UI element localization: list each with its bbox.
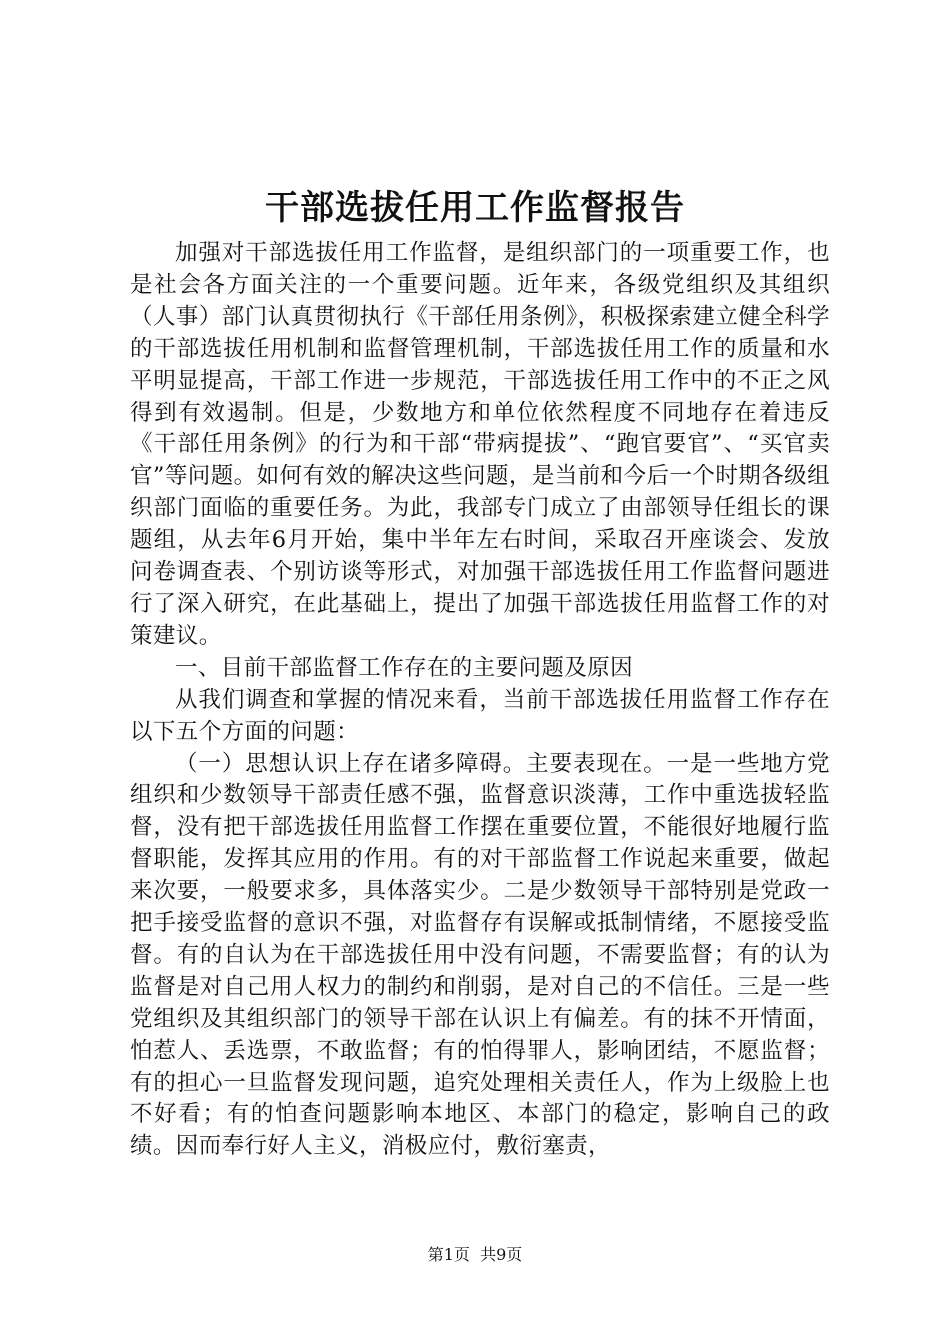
section-heading: 一、目前干部监督工作存在的主要问题及原因 bbox=[175, 654, 634, 681]
page-number: 第1页 bbox=[427, 1245, 470, 1264]
page-footer bbox=[0, 1244, 950, 1266]
subsection-paragraph: （一）思想认识上存在诸多障碍。主要表现在。一是一些地方党组织和少数领导干部责任感不强，监督意识淡薄，工作中重选拔轻监督，没有把干部选拔任用监督工作摆在重要位置，不能很好地履行监督职能，发挥其应用的作用。有的对干部监督工作说起来重要，做起来次要，一般要求多，具体落实少。二是少数领导干部特别是党政一把手接受监督的意识不强，对监督存有误解或抵制情绪，不愿接受监督。有的自认为在干部选拔任用中没有问题，不需要监督；有的认为监督是对自己用人权力的制约和削弱，是对自己的不信任。三是一些党组织及其组织部门的领导干部在认识上有偏差。有的抹不开情面，怕惹人、丢选票，不敢监督；有的怕得罪人，影响团结，不愿监督；有的担心一旦监督发现问题，追究处理相关责任人，作为上级脸上也不好看；有的怕查问题影响本地区、本部门的稳定，影响自己的政绩。因而奉行好人主义，消极应付，敷衍塞责， bbox=[130, 750, 830, 1160]
document-title: 干部选拔任用工作监督报告 bbox=[265, 188, 685, 228]
section-intro-paragraph: 从我们调查和掌握的情况来看，当前干部选拔任用监督工作存在以下五个方面的问题： bbox=[130, 686, 830, 745]
page-total: 共9页 bbox=[480, 1245, 523, 1264]
intro-paragraph: 加强对干部选拔任用工作监督，是组织部门的一项重要工作，也是社会各方面关注的一个重要问题。近年来，各级党组织及其组织（人事）部门认真贯彻执行《干部任用条例》，积极探索建立健全科学的干部选拔任用机制和监督管理机制，干部选拔任用工作的质量和水平明显提高，干部工作进一步规范，干部选拔任用工作中的不正之风得到有效遏制。但是，少数地方和单位依然程度不同地存在着违反《干部任用条例》的行为和干部“带病提拔”、“跑官要官”、“买官卖官”等问题。如何有效的解决这些问题，是当前和今后一个时期各级组织部门面临的重要任务。为此，我部专门成立了由部领导任组长的课题组，从去年6月开始，集中半年左右时间，采取召开座谈会、发放问卷调查表、个别访谈等形式，对加强干部选拔任用工作监督问题进行了深入研究，在此基础上，提出了加强干部选拔任用监督工作的对策建议。 bbox=[130, 240, 830, 649]
document-body bbox=[130, 238, 830, 1163]
